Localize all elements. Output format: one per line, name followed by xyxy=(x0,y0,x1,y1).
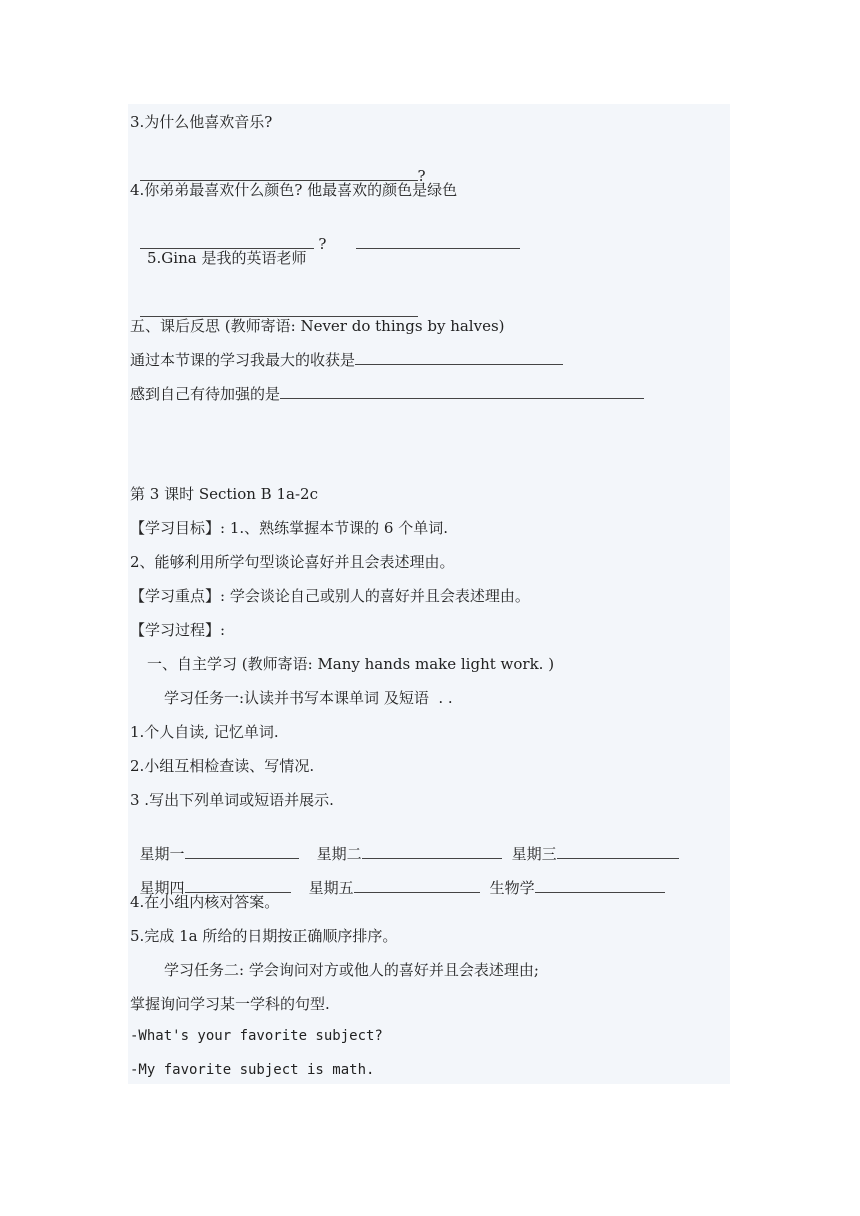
dialog-question: -What's your favorite subject? xyxy=(130,1028,383,1044)
answer-blank[interactable] xyxy=(356,234,520,249)
reflection-title: 五、课后反思 (教师寄语: Never do things by halves) xyxy=(130,317,505,335)
answer-blank[interactable] xyxy=(355,350,563,365)
task-2: 学习任务二: 学会询问对方或他人的喜好并且会表述理由; xyxy=(164,961,539,979)
answer-blank[interactable] xyxy=(140,302,418,317)
reflection-improve: 感到自己有待加强的是 xyxy=(130,384,644,404)
step-1: 1.个人自读, 记忆单词. xyxy=(130,723,279,741)
answer-blank[interactable] xyxy=(280,384,644,399)
word-blank[interactable] xyxy=(185,878,291,893)
learning-goal-2: 2、能够利用所学句型谈论喜好并且会表述理由。 xyxy=(130,553,455,571)
self-study-heading: 一、自主学习 (教师寄语: Many hands make light work. ) xyxy=(147,655,555,673)
word-blank[interactable] xyxy=(557,844,679,859)
step-4: 4.在小组内核对答案。 xyxy=(130,893,280,911)
question-4: 4.你弟弟最喜欢什么颜色? 他最喜欢的颜色是绿色 xyxy=(130,181,458,199)
dialog-answer: -My favorite subject is math. xyxy=(130,1062,375,1078)
learning-focus: 【学习重点】: 学会谈论自己或别人的喜好并且会表述理由。 xyxy=(130,587,530,605)
step-5: 5.完成 1a 所给的日期按正确顺序排序。 xyxy=(130,927,398,945)
learning-goal-1: 【学习目标】: 1.、熟练掌握本节课的 6 个单词. xyxy=(130,519,448,537)
word-blank[interactable] xyxy=(354,878,480,893)
words-row-1: 星期一 星期二 星期三 xyxy=(130,824,679,864)
answer-blank[interactable] xyxy=(140,166,418,181)
task-2-detail: 掌握询问学习某一学科的句型. xyxy=(130,995,330,1013)
step-3: 3 .写出下列单词或短语并展示. xyxy=(130,791,334,809)
question-mark: ? xyxy=(417,167,426,185)
task-1: 学习任务一:认读并书写本课单词 及短语 . . xyxy=(164,689,453,707)
question-3: 3.为什么他喜欢音乐? xyxy=(130,113,273,131)
learning-process: 【学习过程】: xyxy=(130,621,226,639)
reflection-gain: 通过本节课的学习我最大的收获是 xyxy=(130,350,563,370)
question-5: 5.Gina 是我的英语老师 xyxy=(147,249,307,267)
step-2: 2.小组互相检查读、写情况. xyxy=(130,757,315,775)
lesson-title: 第 3 课时 Section B 1a-2c xyxy=(130,485,318,503)
question-mark: ? xyxy=(313,235,327,253)
word-blank[interactable] xyxy=(535,878,665,893)
words-row-2: 星期四 星期五 生物学 xyxy=(130,858,665,898)
answer-blank[interactable] xyxy=(140,234,314,249)
word-blank[interactable] xyxy=(362,844,502,859)
word-blank[interactable] xyxy=(185,844,299,859)
